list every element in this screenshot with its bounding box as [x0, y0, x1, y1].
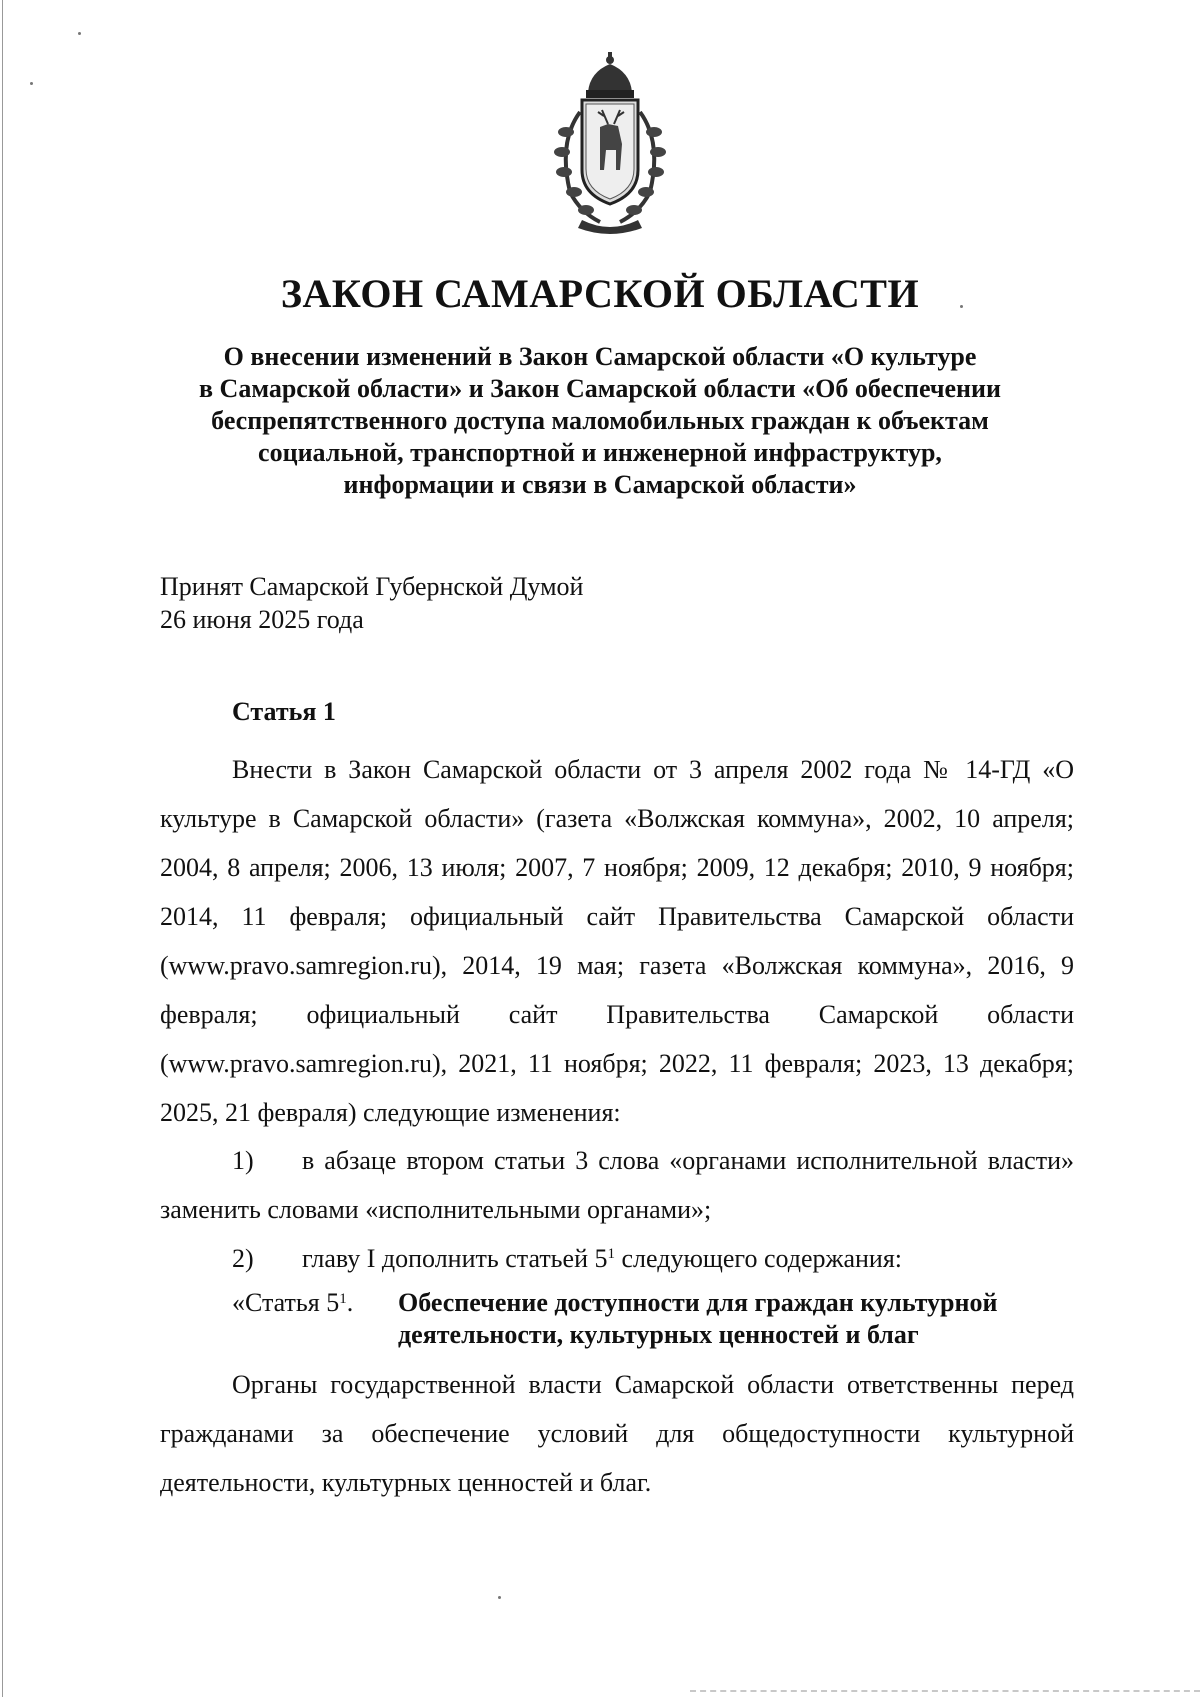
new-article-paragraph: Органы государственной власти Самарской области ответственны перед гражданами за обеспечение условий для общедоступности культурной деятельности, культурных ценностей и благ. [160, 1370, 1074, 1497]
amendment-item-2 [160, 1234, 1074, 1283]
subtitle-line: информации и связи в Самарской области» [343, 470, 857, 499]
scan-speck [78, 32, 81, 35]
law-title: ЗАКОН САМАРСКОЙ ОБЛАСТИ [280, 271, 920, 316]
scan-artifact-line [690, 1690, 1200, 1692]
new-article-title-line: Обеспечение доступности для граждан культурной [398, 1288, 998, 1317]
scan-speck [960, 305, 963, 308]
new-article-dot: . [346, 1288, 354, 1317]
amendment-item-1 [160, 1136, 1074, 1234]
adoption-info [160, 570, 583, 636]
page-edge-line [2, 0, 3, 1697]
adoption-date: 26 июня 2025 года [160, 605, 364, 634]
item-number: 1) [232, 1146, 254, 1175]
item-text: в абзаце втором статьи 3 слова «органами исполнительной власти» заменить словами «исполнительными органами»; [160, 1146, 1074, 1224]
new-article-title-line: деятельности, культурных ценностей и благ [398, 1320, 919, 1349]
coat-of-arms-emblem [530, 52, 690, 234]
adoption-body: Принят Самарской Губернской Думой [160, 572, 584, 601]
article-intro-paragraph: Внести в Закон Самарской области от 3 апреля 2002 года № 14-ГД «О культуре в Самарской области» (газета «Волжская коммуна», 2002, 10 апреля; 2004, 8 апреля; 2006, 13 июля; 2007, 7 ноября; 2009, 12 декабря; 2010, 9 ноября; 2014, 11 февраля; официальный сайт Правительства Самарской области (www.pravo.samregion.ru), 2014, 19 мая; газета «Волжская коммуна», 2016, 9 февраля; официальный сайт Правительства Самарской области (www.pravo.samregion.ru), 2021, 11 ноября; 2022, 11 февраля; 2023, 13 декабря; 2025, 21 февраля) следующие изменения: [160, 755, 1074, 1127]
subtitle-line: в Самарской области» и Закон Самарской области «Об обеспечении [199, 374, 1001, 403]
item-superscript: 1 [607, 1246, 615, 1262]
law-subtitle [150, 341, 1050, 501]
new-article-label: «Статья 5 [232, 1288, 340, 1317]
new-article-superscript: 1 [339, 1291, 347, 1307]
article-heading: Статья 1 [232, 697, 336, 726]
item-number: 2) [232, 1244, 254, 1273]
item-text-tail: следующего содержания: [615, 1244, 903, 1273]
new-article-title [398, 1287, 1078, 1351]
new-article-number [232, 1287, 353, 1319]
subtitle-line: О внесении изменений в Закон Самарской области «О культуре [223, 342, 977, 371]
subtitle-line: социальной, транспортной и инженерной инфраструктур, [258, 438, 942, 467]
scan-speck [498, 1596, 501, 1599]
subtitle-line: беспрепятственного доступа маломобильных граждан к объектам [211, 406, 989, 435]
item-text: главу I дополнить статьей 5 [302, 1244, 608, 1273]
scan-speck [30, 82, 33, 85]
